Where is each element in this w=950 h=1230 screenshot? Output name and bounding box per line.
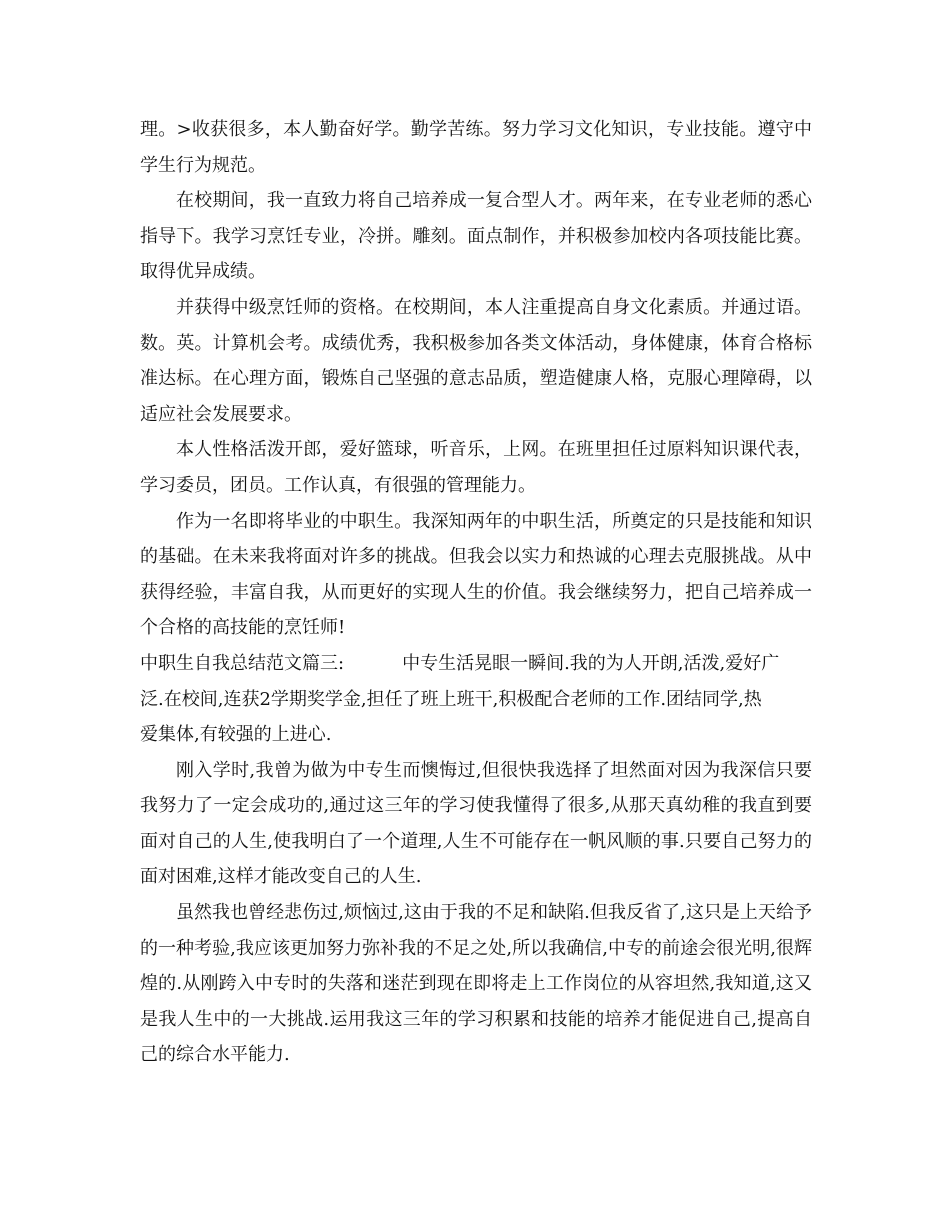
section-three-title: 中职生自我总结范文篇三:: [140, 652, 345, 674]
paragraph-continued: 理。>收获很多，本人勤奋好学。勤学苦练。努力学习文化知识，专业技能。遵守中学生行为规范。: [140, 119, 813, 176]
paragraph-reflection: 虽然我也曾经悲伤过,烦恼过,这由于我的不足和缺陷.但我反省了,这只是上天给予的一种考验,我应该更加努力弥补我的不足之处,所以我确信,中专的前途会很光明,很辉煌的.从刚跨入中专时的失落和迷茫到现在即将走上工作岗位的从容坦然,我知道,这又是我人生中的一大挑战.运用我这三年的学习积累和技能的培养才能促进自己,提高自己的综合水平能力.: [140, 902, 812, 1066]
paragraph-future: 作为一名即将毕业的中职生。我深知两年的中职生活，所奠定的只是技能和知识的基础。在未来我将面对许多的挑战。但我会以实力和热诚的心理去克服挑战。从中获得经验，丰富自我，从而更好的实现人生的价值。我会继续努力，把自己培养成一个合格的高技能的烹饪师!: [140, 510, 812, 639]
paragraph-entering-school: 刚入学时,我曾为做为中专生而懊悔过,但很快我选择了坦然面对因为我深信只要我努力了一定会成功的,通过这三年的学习使我懂得了很多,从那天真幼稚的我直到要面对自己的人生,使我明白了一个道理,人生不可能存在一帆风顺的事.只要自己努力的面对困难,这样才能改变自己的人生.: [140, 759, 812, 888]
paragraph-qualifications: 并获得中级烹饪师的资格。在校期间，本人注重提高自身文化素质。并通过语。数。英。计算机会考。成绩优秀，我积极参加各类文体活动，身体健康，体育合格标准达标。在心理方面，锻炼自己坚强的意志品质，塑造健康人格，克服心理障碍，以适应社会发展要求。: [140, 296, 812, 425]
paragraph-campus-training: 在校期间，我一直致力将自己培养成一复合型人才。两年来，在专业老师的悉心指导下。我学习烹饪专业，冷拼。雕刻。面点制作，并积极参加校内各项技能比赛。取得优异成绩。: [140, 190, 812, 283]
document-page: [140, 112, 812, 1073]
section-three-first-line: [140, 646, 812, 682]
section-three-intro-line-2: 泛.在校间,连获2学期奖学金,担任了班上班干,积极配合老师的工作.团结同学,热: [140, 688, 762, 710]
section-three-intro-line-3: 爱集体,有较强的上进心.: [140, 724, 332, 746]
section-three-intro: [140, 646, 812, 753]
paragraph-personality: 本人性格活泼开郎，爱好篮球，听音乐，上网。在班里担任过原料知识课代表，学习委员，团员。工作认真，有很强的管理能力。: [140, 439, 812, 496]
section-three-intro-line-1: 中专生活晃眼一瞬间.我的为人开朗,活泼,爱好广: [402, 652, 780, 674]
